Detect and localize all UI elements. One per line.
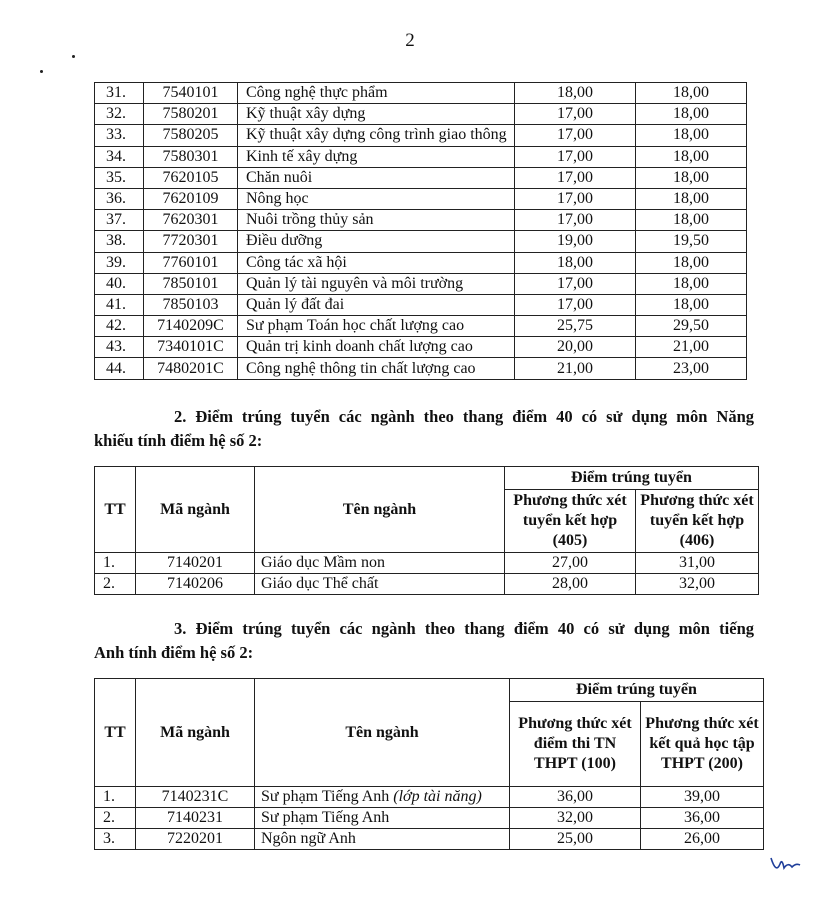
- page-number: 2: [405, 30, 415, 51]
- section-2-heading: 2. Điểm trúng tuyển các ngành theo thang điểm 40 có sử dụng môn Năng khiếu tính điểm hệ số 2:: [94, 407, 754, 450]
- score-method-2: 18,00: [636, 252, 747, 273]
- major-code: 7620105: [144, 167, 238, 188]
- major-name: Công nghệ thực phẩm: [238, 83, 515, 104]
- scores-table-continued: [94, 82, 747, 380]
- scan-speck: [40, 70, 43, 73]
- col-header-code: Mã ngành: [136, 467, 255, 553]
- table-row: [95, 231, 747, 252]
- table-row: [95, 83, 747, 104]
- table-row: [95, 574, 759, 595]
- score-method-1: 18,00: [515, 83, 636, 104]
- table-row: [95, 787, 764, 808]
- major-name-cell: [255, 829, 510, 850]
- score-method-1: 17,00: [515, 294, 636, 315]
- table-row: [95, 316, 747, 337]
- major-name: Chăn nuôi: [238, 167, 515, 188]
- major-code: 7340101C: [144, 337, 238, 358]
- major-name: Quản lý tài nguyên và môi trường: [238, 273, 515, 294]
- score-method-1: 17,00: [515, 188, 636, 209]
- row-number: 33.: [95, 125, 144, 146]
- major-code: 7850101: [144, 273, 238, 294]
- col-header-group: Điểm trúng tuyển: [505, 467, 759, 490]
- major-name: Công tác xã hội: [238, 252, 515, 273]
- table-row: [95, 273, 747, 294]
- score-method-2: 39,00: [641, 787, 764, 808]
- major-code: 7580201: [144, 104, 238, 125]
- major-code: 7760101: [144, 252, 238, 273]
- major-name: Kỹ thuật xây dựng công trình giao thông: [238, 125, 515, 146]
- table-row: [95, 167, 747, 188]
- table-row: [95, 808, 764, 829]
- score-method-2: 18,00: [636, 83, 747, 104]
- row-number: 2.: [95, 574, 136, 595]
- col-header-name: Tên ngành: [255, 679, 510, 787]
- score-method-2: 18,00: [636, 167, 747, 188]
- table-row: [95, 829, 764, 850]
- col-header-code: Mã ngành: [136, 679, 255, 787]
- major-name: Sư phạm Toán học chất lượng cao: [238, 316, 515, 337]
- row-number: 35.: [95, 167, 144, 188]
- major-code: 7480201C: [144, 358, 238, 379]
- major-name: Quản trị kinh doanh chất lượng cao: [238, 337, 515, 358]
- row-number: 42.: [95, 316, 144, 337]
- major-code: 7140201: [136, 553, 255, 574]
- row-number: 37.: [95, 210, 144, 231]
- major-code: 7220201: [136, 829, 255, 850]
- row-number: 40.: [95, 273, 144, 294]
- aptitude-scores-table: [94, 466, 759, 595]
- major-name: Nông học: [238, 188, 515, 209]
- score-method-2: 18,00: [636, 188, 747, 209]
- row-number: 31.: [95, 83, 144, 104]
- table-row: [95, 294, 747, 315]
- major-name: Quản lý đất đai: [238, 294, 515, 315]
- score-method-2: 19,50: [636, 231, 747, 252]
- score-method-1: 27,00: [505, 553, 636, 574]
- table-row: [95, 104, 747, 125]
- major-code: 7580301: [144, 146, 238, 167]
- major-name-note: (lớp tài năng): [393, 788, 482, 805]
- major-code: 7140231: [136, 808, 255, 829]
- score-method-2: 18,00: [636, 146, 747, 167]
- col-header-method-2: Phương thức xét kết quả học tập THPT (200): [641, 702, 764, 787]
- major-code: 7140206: [136, 574, 255, 595]
- score-method-1: 36,00: [510, 787, 641, 808]
- score-method-2: 23,00: [636, 358, 747, 379]
- section-3-heading: 3. Điểm trúng tuyển các ngành theo thang điểm 40 có sử dụng môn tiếng Anh tính điểm hệ số 2:: [94, 619, 754, 662]
- score-method-1: 17,00: [515, 146, 636, 167]
- score-method-2: 18,00: [636, 294, 747, 315]
- table-row: [95, 188, 747, 209]
- table-row: [95, 146, 747, 167]
- score-method-1: 32,00: [510, 808, 641, 829]
- major-name: Kinh tế xây dựng: [238, 146, 515, 167]
- score-method-1: 20,00: [515, 337, 636, 358]
- score-method-2: 26,00: [641, 829, 764, 850]
- major-name: Ngôn ngữ Anh: [261, 830, 356, 847]
- major-code: 7620301: [144, 210, 238, 231]
- score-method-1: 17,00: [515, 210, 636, 231]
- major-name: Sư phạm Tiếng Anh: [261, 809, 390, 826]
- signature-initial: [768, 854, 802, 876]
- score-method-2: 31,00: [636, 553, 759, 574]
- row-number: 44.: [95, 358, 144, 379]
- row-number: 2.: [95, 808, 136, 829]
- row-number: 38.: [95, 231, 144, 252]
- col-header-method-1: Phương thức xét tuyển kết hợp (405): [505, 490, 636, 553]
- major-name-cell: [255, 808, 510, 829]
- col-header-name: Tên ngành: [255, 467, 505, 553]
- major-name: Sư phạm Tiếng Anh: [261, 788, 390, 805]
- row-number: 1.: [95, 553, 136, 574]
- scan-speck: [72, 55, 75, 58]
- score-method-2: 36,00: [641, 808, 764, 829]
- col-header-method-2: Phương thức xét tuyển kết hợp (406): [636, 490, 759, 553]
- score-method-1: 17,00: [515, 104, 636, 125]
- row-number: 3.: [95, 829, 136, 850]
- score-method-1: 18,00: [515, 252, 636, 273]
- score-method-1: 17,00: [515, 273, 636, 294]
- major-code: 7850103: [144, 294, 238, 315]
- row-number: 39.: [95, 252, 144, 273]
- score-method-1: 28,00: [505, 574, 636, 595]
- table-row: [95, 358, 747, 379]
- table-row: [95, 252, 747, 273]
- major-name-cell: [255, 787, 510, 808]
- score-method-2: 18,00: [636, 125, 747, 146]
- col-header-group: Điểm trúng tuyển: [510, 679, 764, 702]
- score-method-1: 17,00: [515, 167, 636, 188]
- col-header-method-1: Phương thức xét điểm thi TN THPT (100): [510, 702, 641, 787]
- major-code: 7540101: [144, 83, 238, 104]
- col-header-tt: TT: [95, 679, 136, 787]
- table-row: [95, 553, 759, 574]
- major-name: Giáo dục Mầm non: [255, 553, 505, 574]
- row-number: 34.: [95, 146, 144, 167]
- score-method-2: 18,00: [636, 210, 747, 231]
- score-method-1: 19,00: [515, 231, 636, 252]
- score-method-2: 18,00: [636, 104, 747, 125]
- table-row: [95, 125, 747, 146]
- score-method-1: 21,00: [515, 358, 636, 379]
- major-name: Giáo dục Thể chất: [255, 574, 505, 595]
- score-method-1: 25,00: [510, 829, 641, 850]
- major-code: 7140231C: [136, 787, 255, 808]
- major-code: 7580205: [144, 125, 238, 146]
- score-method-1: 17,00: [515, 125, 636, 146]
- english-scores-table: [94, 678, 764, 850]
- score-method-1: 25,75: [515, 316, 636, 337]
- major-name: Kỹ thuật xây dựng: [238, 104, 515, 125]
- row-number: 43.: [95, 337, 144, 358]
- score-method-2: 18,00: [636, 273, 747, 294]
- major-name: Điều dưỡng: [238, 231, 515, 252]
- col-header-tt: TT: [95, 467, 136, 553]
- major-name: Công nghệ thông tin chất lượng cao: [238, 358, 515, 379]
- major-code: 7140209C: [144, 316, 238, 337]
- score-method-2: 32,00: [636, 574, 759, 595]
- row-number: 36.: [95, 188, 144, 209]
- row-number: 1.: [95, 787, 136, 808]
- score-method-2: 21,00: [636, 337, 747, 358]
- score-method-2: 29,50: [636, 316, 747, 337]
- table-row: [95, 337, 747, 358]
- table-row: [95, 210, 747, 231]
- row-number: 32.: [95, 104, 144, 125]
- row-number: 41.: [95, 294, 144, 315]
- major-name: Nuôi trồng thủy sản: [238, 210, 515, 231]
- major-code: 7720301: [144, 231, 238, 252]
- major-code: 7620109: [144, 188, 238, 209]
